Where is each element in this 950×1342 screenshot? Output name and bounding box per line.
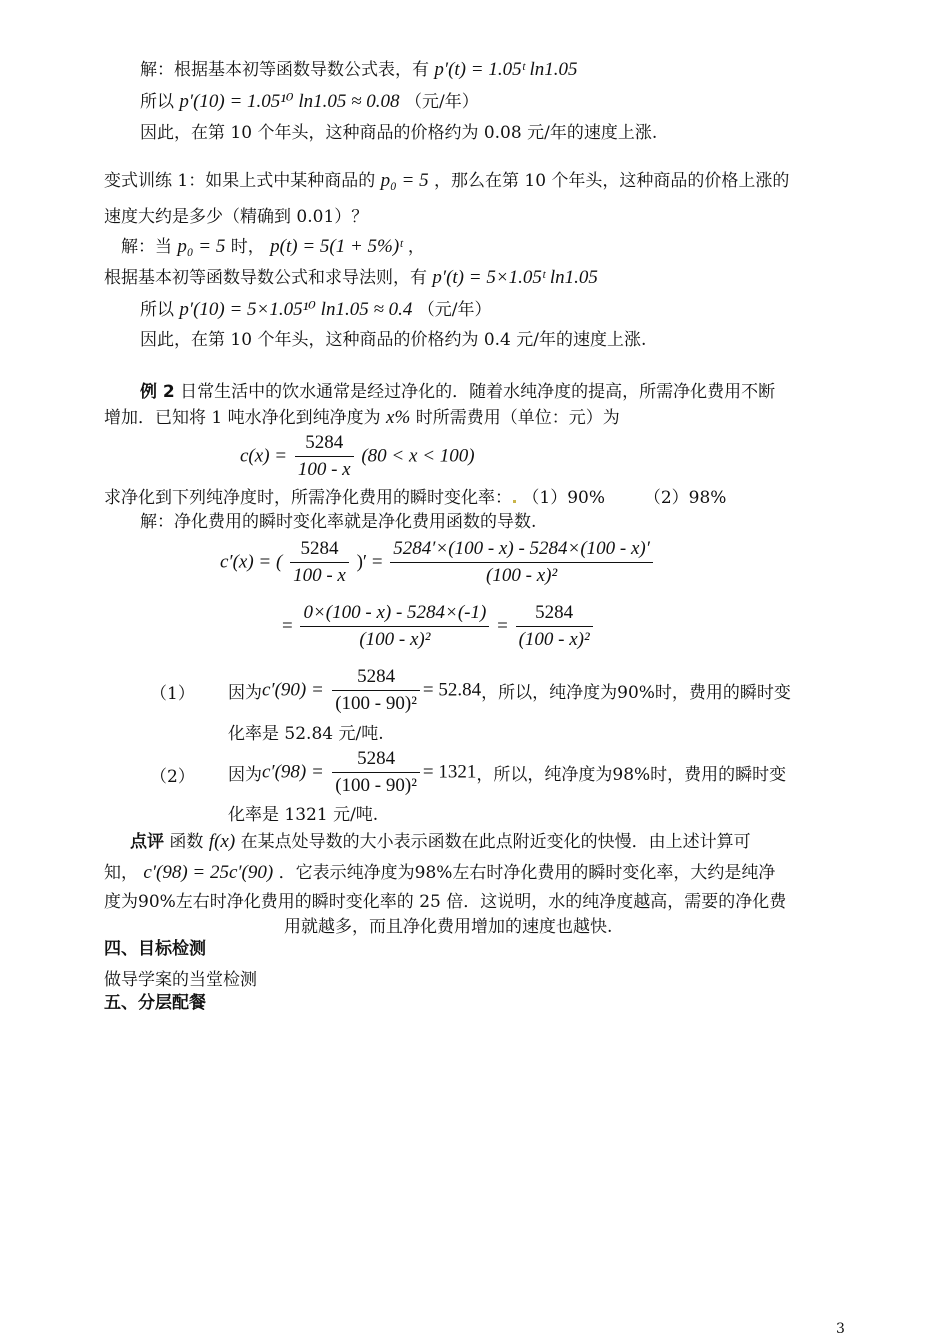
denominator: (100 - x)²: [359, 629, 431, 650]
case-1-label: （1）: [150, 684, 195, 704]
solution-line-1: [140, 58, 578, 82]
case-1-line-2: 化率是 52.84 元/吨.: [228, 724, 384, 744]
variant-question-line-1: [104, 169, 789, 193]
case-text: 因为: [228, 765, 262, 785]
answer-text: 解：当: [121, 237, 172, 257]
formula: p₀ = 5: [177, 236, 226, 257]
derivative-formula-line-1: [220, 536, 656, 589]
example-text: 日常生活中的饮水通常是经过净化的．随着水纯净度的提高，所需净化费用不断: [180, 382, 776, 402]
unit-text: （元/年）: [417, 300, 492, 320]
answer-text: 时，: [230, 237, 265, 257]
numerator: 0×(100 - x) - 5284×(-1): [300, 600, 489, 627]
answer-text: ，: [407, 237, 425, 257]
numerator: 5284: [332, 746, 420, 773]
question-option: （2）98%: [643, 488, 727, 508]
remark-line-3: 度为90%左右时净化费用的瞬时变化率的 25 倍．这说明，水的纯净度越高，需要的净化费: [104, 892, 787, 912]
remark-line-1: [130, 830, 751, 854]
example-2-solution-intro: 解：净化费用的瞬时变化率就是净化费用函数的导数.: [140, 512, 537, 532]
formula: p′(t) = 1.05ᵗ ln1.05: [434, 59, 578, 80]
case-text: ，所以，纯净度为98%时，费用的瞬时变: [476, 765, 787, 785]
remark-text: 知，: [104, 863, 138, 883]
numerator: 5284: [516, 600, 593, 627]
remark-line-2: [104, 861, 775, 885]
variant-answer-line-2: [104, 266, 598, 290]
formula-lhs: c′(x) = (: [220, 551, 283, 573]
unit-text: （元/年）: [404, 92, 479, 112]
cost-function-formula: [240, 430, 475, 483]
denominator: 100 - x: [297, 459, 351, 480]
answer-text: 根据基本初等函数导数公式和求导法则，有: [104, 268, 427, 288]
page-number: 3: [836, 1321, 845, 1337]
question-text: 求净化到下列纯净度时，所需净化费用的瞬时变化率：: [104, 488, 512, 508]
case-text: 因为: [228, 683, 262, 703]
fraction: [290, 536, 349, 589]
formula-lhs: c′(98) =: [262, 761, 324, 783]
denominator: (100 - 90)²: [335, 775, 417, 796]
derivative-formula-line-2: [282, 600, 596, 653]
section-4-title: 四、目标检测: [104, 939, 206, 959]
numerator: 5284: [290, 536, 349, 563]
example-2-line-1: [140, 380, 775, 404]
remark-line-4: 用就越多，而且净化费用增加的速度也越快.: [284, 917, 613, 937]
denominator: (100 - 90)²: [335, 693, 417, 714]
formula-lhs: c(x) =: [240, 445, 288, 467]
equals-sign: =: [282, 615, 293, 637]
formula: p′(10) = 1.05¹⁰ ln1.05 ≈ 0.08: [179, 91, 400, 112]
variant-question-line-2: 速度大约是多少（精确到 0.01）？: [104, 207, 369, 227]
case-1-line-1: [228, 664, 791, 717]
highlight-mark: [513, 500, 516, 503]
formula-lhs: c′(90) =: [262, 679, 324, 701]
question-text: ，那么在第 10 个年头，这种商品的价格上涨的: [433, 171, 790, 191]
example-text: 时所需费用（单位：元）为: [415, 408, 620, 428]
remark-label: 点评: [130, 832, 164, 852]
numerator: 5284: [332, 664, 420, 691]
variant-answer-line-3: [140, 298, 492, 322]
formula: p₀ = 5: [380, 170, 429, 191]
section-4-body: 做导学案的当堂检测: [104, 970, 257, 990]
solution-line-2: [140, 90, 479, 114]
formula: p′(10) = 5×1.05¹⁰ ln1.05 ≈ 0.4: [179, 299, 413, 320]
section-5-title: 五、分层配餐: [104, 993, 206, 1013]
case-2-label: （2）: [150, 767, 195, 787]
denominator: (100 - x)²: [518, 629, 590, 650]
formula: c′(98) = 25c′(90): [143, 862, 274, 883]
case-2-line-1: [228, 746, 786, 799]
remark-text: ．它表示纯净度为98%左右时净化费用的瞬时变化率，大约是纯净: [278, 863, 776, 883]
example-2-line-2: [104, 406, 620, 430]
case-text: ，所以，纯净度为90%时，费用的瞬时变: [481, 683, 791, 703]
answer-text: 所以: [140, 300, 174, 320]
example-text: 增加．已知将 1 吨水净化到纯净度为: [104, 408, 381, 428]
fraction: [516, 600, 593, 653]
fraction: [295, 430, 354, 483]
question-text: 变式训练 1：如果上式中某种商品的: [104, 171, 376, 191]
solution-text: 所以: [140, 92, 174, 112]
example-label: 例 2: [140, 382, 175, 402]
numerator: 5284′×(100 - x) - 5284×(100 - x)′: [390, 536, 653, 563]
formula: p′(t) = 5×1.05ᵗ ln1.05: [432, 267, 598, 288]
question-option: （1）90%: [522, 488, 606, 508]
denominator: (100 - x)²: [486, 565, 558, 586]
solution-text: 解：根据基本初等函数导数公式表，有: [140, 60, 429, 80]
fraction: [390, 536, 653, 589]
formula-mid: )′ =: [356, 551, 383, 573]
formula: p(t) = 5(1 + 5%)ᵗ: [270, 236, 403, 257]
example-2-question: [104, 486, 726, 510]
formula: f(x): [208, 831, 236, 852]
variant-answer-line-1: [121, 235, 425, 259]
formula-domain: (80 < x < 100): [361, 445, 475, 467]
remark-text: 函数: [169, 832, 204, 852]
formula: x%: [386, 407, 411, 428]
fraction: [300, 600, 489, 653]
remark-text: 在某点处导数的大小表示函数在此点附近变化的快慢．由上述计算可: [240, 832, 751, 852]
numerator: 5284: [295, 430, 354, 457]
equals-sign: =: [497, 615, 508, 637]
solution-line-3: 因此，在第 10 个年头，这种商品的价格约为 0.08 元/年的速度上涨.: [140, 123, 658, 143]
formula-result: = 52.84: [422, 679, 482, 701]
fraction: [332, 664, 420, 717]
variant-answer-line-4: 因此，在第 10 个年头，这种商品的价格约为 0.4 元/年的速度上涨.: [140, 330, 647, 350]
denominator: 100 - x: [293, 565, 346, 586]
case-2-line-2: 化率是 1321 元/吨.: [228, 805, 379, 825]
fraction: [332, 746, 420, 799]
formula-result: = 1321: [422, 761, 477, 783]
